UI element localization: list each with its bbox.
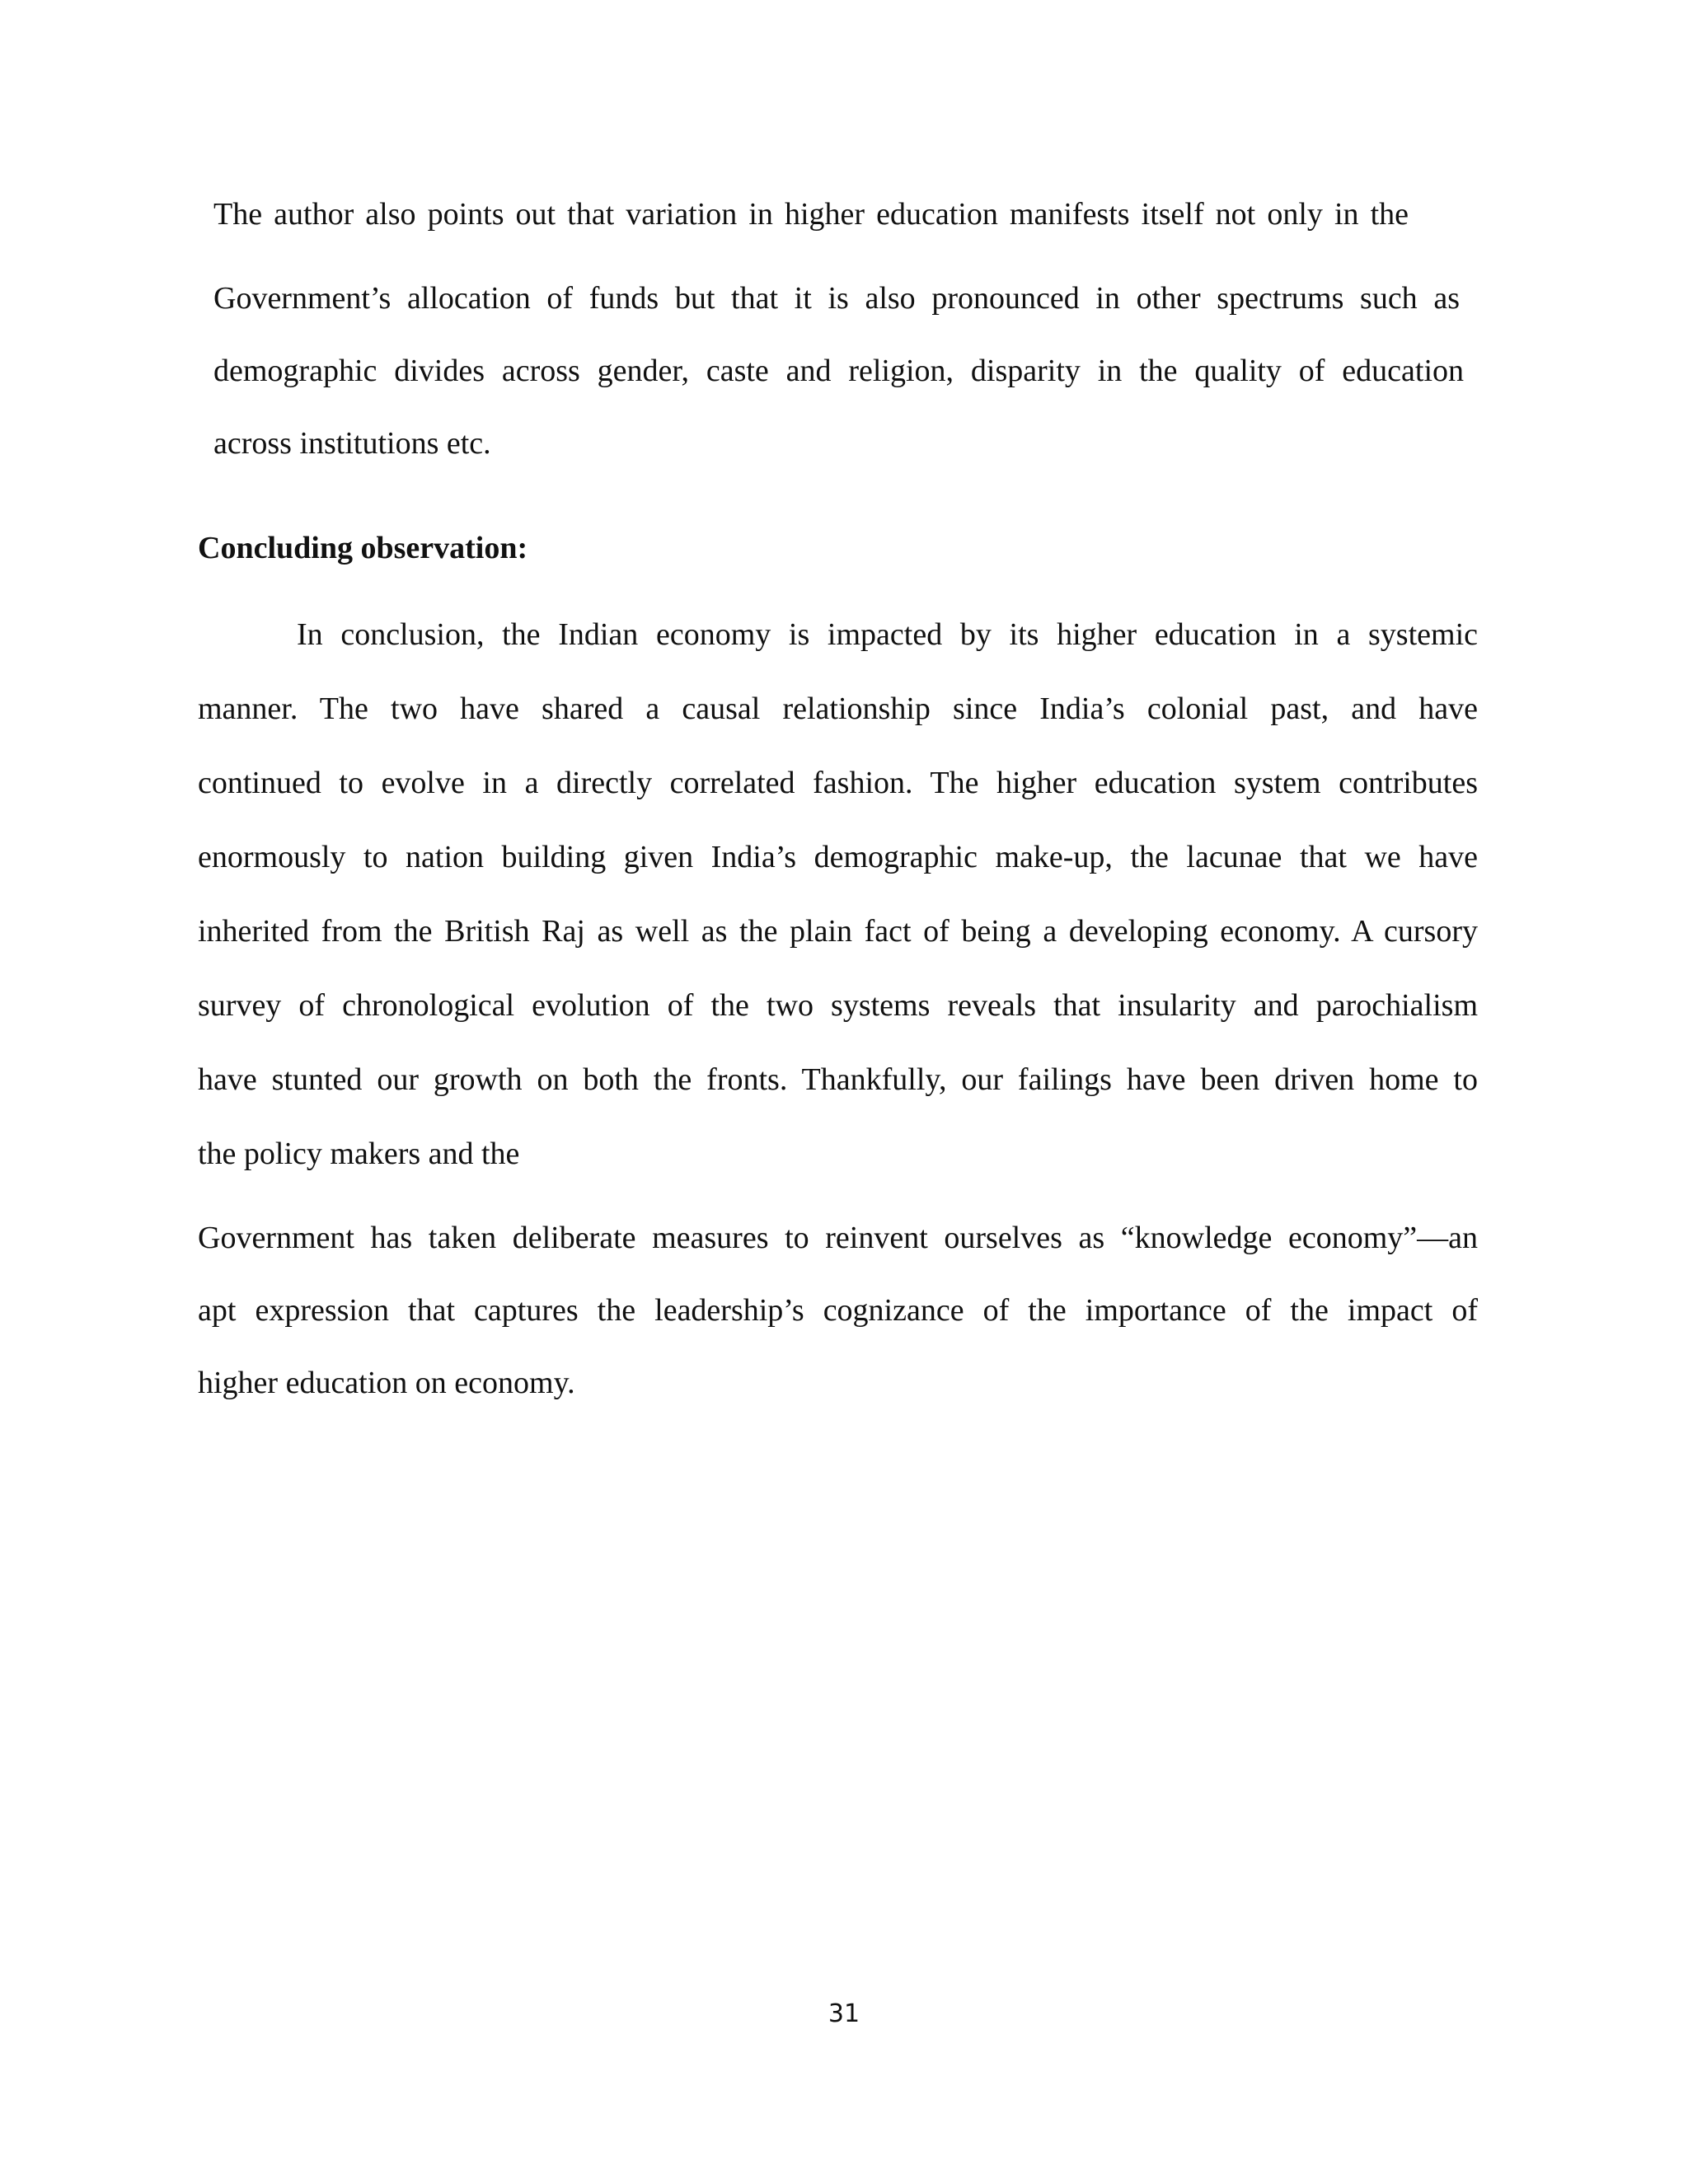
paragraph-final-line-2: apt expression that captures the leadership’s cognizance of the importance of the impact of (198, 1293, 1478, 1328)
page-number: 31 (828, 1999, 860, 2028)
paragraph-conclusion-line-5: inherited from the British Raj as well as the plain fact of being a developing economy. A cursory (198, 914, 1478, 949)
paragraph-top-line-2: Government’s allocation of funds but that it is also pronounced in other spectrums such as (213, 281, 1460, 316)
paragraph-conclusion-line-2: manner. The two have shared a causal relationship since India’s colonial past, and have (198, 691, 1478, 726)
paragraph-top-line-1: The author also points out that variation in higher education manifests itself not only in the (213, 197, 1409, 232)
paragraph-final-line-1: Government has taken deliberate measures to reinvent ourselves as “knowledge economy”—an (198, 1221, 1478, 1255)
paragraph-conclusion-line-4: enormously to nation building given India’s demographic make-up, the lacunae that we have (198, 840, 1478, 874)
paragraph-conclusion-line-8: the policy makers and the (198, 1137, 520, 1171)
paragraph-conclusion-line-3: continued to evolve in a directly correlated fashion. The higher education system contributes (198, 766, 1478, 800)
paragraph-final-line-3: higher education on economy. (198, 1366, 575, 1400)
paragraph-conclusion-line-1: In conclusion, the Indian economy is impacted by its higher education in a systemic (297, 617, 1478, 652)
paragraph-conclusion-line-7: have stunted our growth on both the fronts. Thankfully, our failings have been driven home to (198, 1062, 1478, 1097)
section-heading: Concluding observation: (198, 531, 528, 565)
paragraph-top-line-3: demographic divides across gender, caste and religion, disparity in the quality of education (213, 354, 1464, 388)
paragraph-conclusion-line-6: survey of chronological evolution of the two systems reveals that insularity and parochialism (198, 988, 1478, 1023)
paragraph-top-line-4: across institutions etc. (213, 426, 491, 461)
